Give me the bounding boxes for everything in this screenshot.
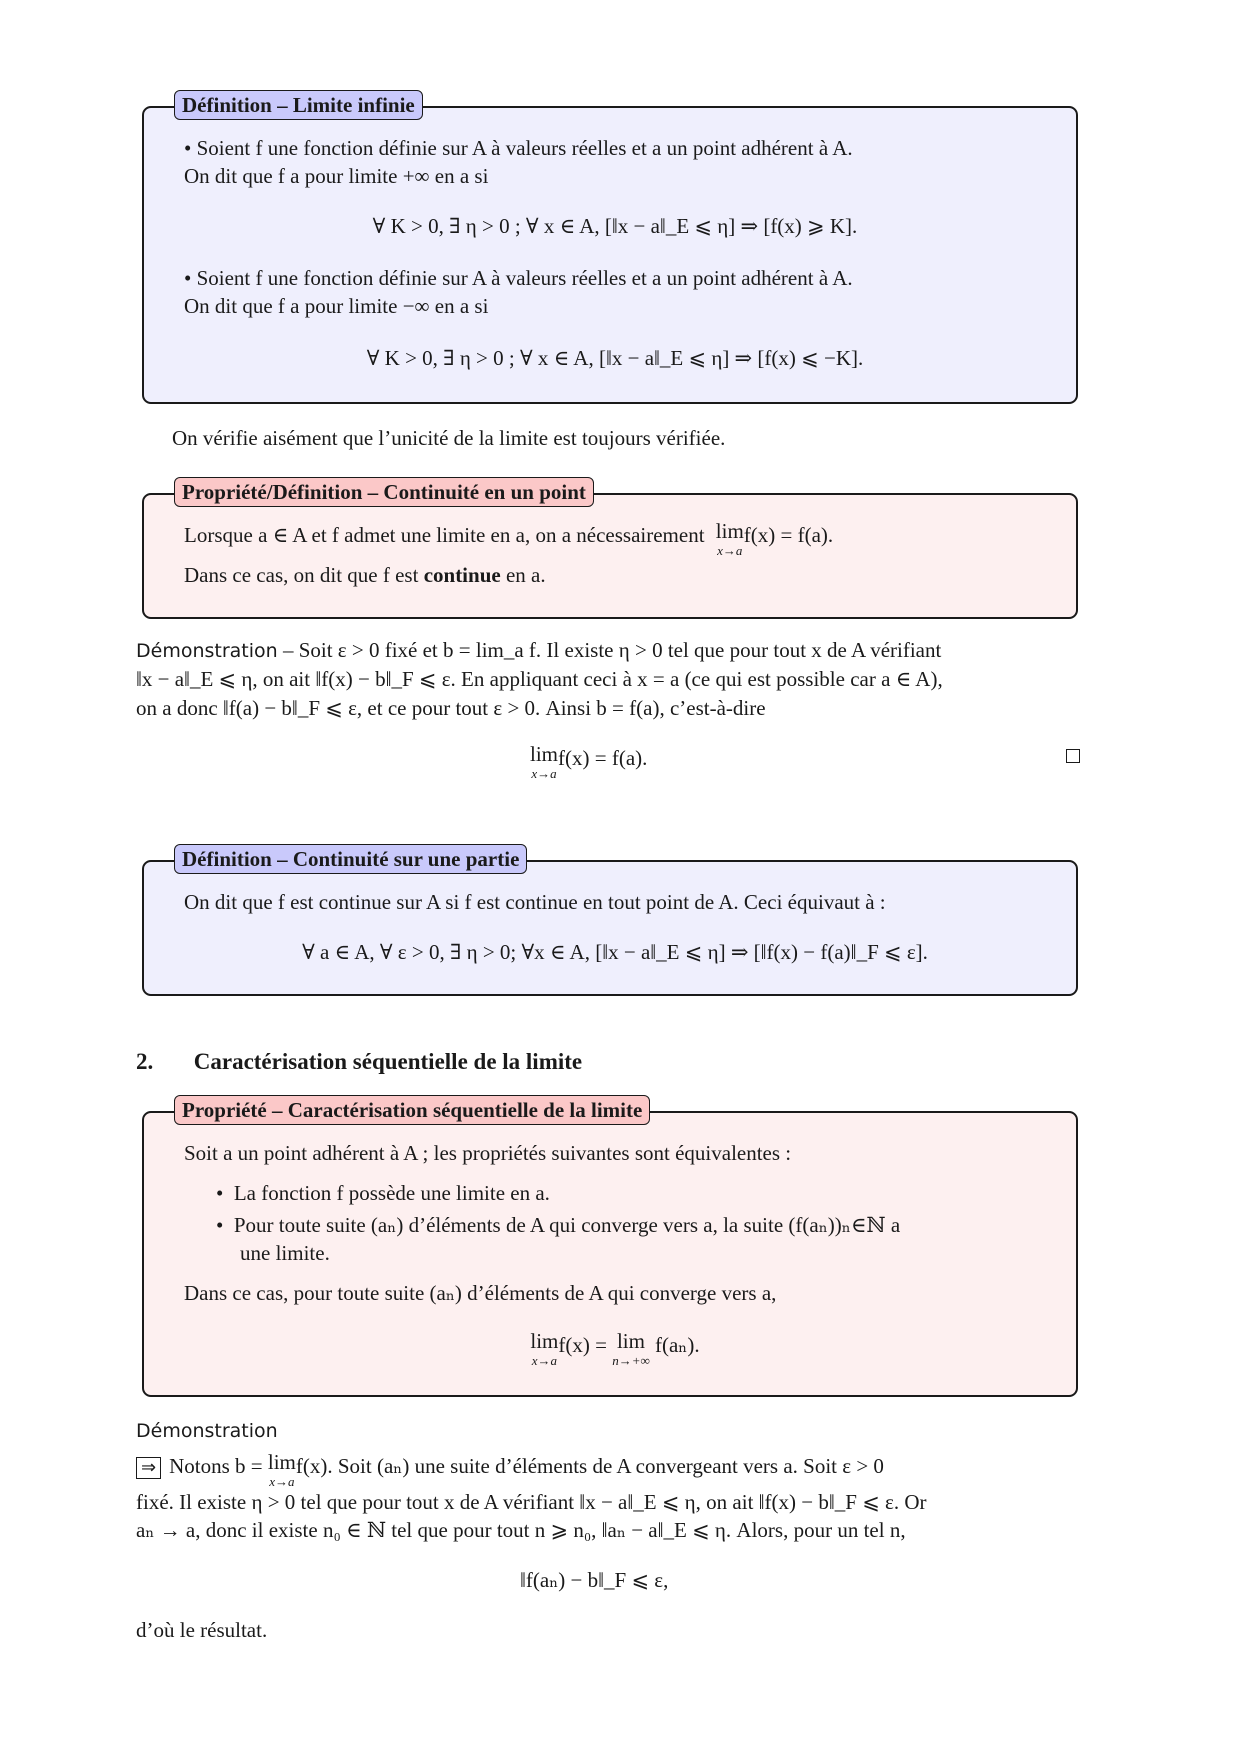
- formula: ‖f(aₙ) − b‖_F ⩽ ε,: [520, 1568, 669, 1592]
- limit-operator: [530, 1331, 558, 1367]
- lim-text: lim: [616, 1329, 645, 1353]
- property-box-sequential: [142, 1098, 1078, 1397]
- list-item: [216, 1211, 900, 1240]
- section-title: Caractérisation séquentielle de la limite: [193, 1049, 583, 1074]
- limit-operator: [530, 744, 558, 780]
- text-segment: f(aₙ).: [655, 1333, 700, 1357]
- item-text: Pour toute suite (aₙ) d’éléments de A qui converge vers a, la suite (f(aₙ))ₙ∈ℕ a: [233, 1213, 901, 1237]
- definition-box-infinite-limit: [142, 93, 1078, 404]
- text-segment: f(x). Soit (aₙ) une suite d’éléments de A convergeant vers a. Soit ε > 0: [295, 1454, 884, 1478]
- box-title: Propriété – Caractérisation séquentielle de la limite: [174, 1095, 650, 1125]
- bold-term: continue: [423, 563, 501, 587]
- text-segment: f(x) = f(a).: [558, 746, 648, 770]
- formula: ∀ K > 0, ∃ η > 0 ; ∀ x ∈ A, [‖x − a‖_E ⩽ η] ⇒ [f(x) ⩾ K].: [372, 214, 858, 238]
- qed-square: [1066, 749, 1080, 763]
- section-number: 2.: [136, 1049, 154, 1074]
- limit-operator: [716, 521, 744, 557]
- text-segment: Dans ce cas, on dit que f est: [184, 563, 419, 587]
- formula: [184, 1331, 1046, 1367]
- text-segment: en a.: [505, 563, 546, 587]
- definition-box-continuity-set: [142, 847, 1078, 996]
- list-item-continuation: une limite.: [240, 1241, 330, 1265]
- text-segment: Lorsque a ∈ A et f admet une limite en a, on a nécessairement: [184, 523, 705, 547]
- lim-subscript: x→a: [269, 1474, 295, 1489]
- box-title: Propriété/Définition – Continuité en un point: [174, 477, 594, 507]
- demo-label: Démonstration: [136, 640, 278, 662]
- box-title: Définition – Limite infinie: [174, 90, 423, 120]
- text-line: Dans ce cas, pour toute suite (aₙ) d’éléments de A qui converge vers a,: [184, 1281, 777, 1305]
- section-heading: [136, 1046, 582, 1078]
- formula: ∀ a ∈ A, ∀ ε > 0, ∃ η > 0; ∀x ∈ A, [‖x − a‖_E ⩽ η] ⇒ [‖f(x) − f(a)‖_F ⩽ ε].: [302, 940, 928, 964]
- text-line: fixé. Il existe η > 0 tel que pour tout x de A vérifiant ‖x − a‖_E ⩽ η, on ait ‖f(x) − b‖_F ⩽ ε. Or: [136, 1490, 927, 1514]
- bullet-icon: •: [216, 1213, 234, 1237]
- text-line: [184, 521, 833, 557]
- bullet-icon: •: [216, 1181, 234, 1205]
- text-line: [184, 561, 546, 590]
- list-item: [216, 1179, 550, 1208]
- limit-operator: [268, 1452, 296, 1488]
- limit-operator: [612, 1331, 650, 1367]
- text-line: On dit que f a pour limite +∞ en a si: [184, 164, 489, 188]
- formula: ∀ K > 0, ∃ η > 0 ; ∀ x ∈ A, [‖x − a‖_E ⩽ η] ⇒ [f(x) ⩽ −K].: [366, 346, 864, 370]
- property-box-continuity-point: [142, 480, 1078, 619]
- lim-text: lim: [715, 519, 744, 543]
- demonstration-1: [136, 636, 1086, 665]
- lim-text: lim: [267, 1450, 296, 1474]
- text-line: • Soient f une fonction définie sur A à valeurs réelles et a un point adhérent à A.: [184, 136, 853, 160]
- text-line: On dit que f a pour limite −∞ en a si: [184, 294, 489, 318]
- uniqueness-note: On vérifie aisément que l’unicité de la limite est toujours vérifiée.: [172, 426, 726, 450]
- implies-arrow-icon: ⇒: [136, 1457, 161, 1479]
- lim-subscript: n→+∞: [612, 1353, 650, 1368]
- text-line: • Soient f une fonction définie sur A à valeurs réelles et a un point adhérent à A.: [184, 266, 853, 290]
- text-line: ‖x − a‖_E ⩽ η, on ait ‖f(x) − b‖_F ⩽ ε. En appliquant ceci à x = a (ce qui est possible car a ∈ A),: [136, 667, 943, 691]
- text-segment: f(x) = f(a).: [743, 523, 834, 547]
- item-text: La fonction f possède une limite en a.: [233, 1181, 550, 1205]
- text-line: d’où le résultat.: [136, 1618, 268, 1642]
- lim-subscript: x→a: [531, 1353, 557, 1368]
- formula: [530, 744, 647, 780]
- text-line: on a donc ‖f(a) − b‖_F ⩽ ε, et ce pour tout ε > 0. Ainsi b = f(a), c’est-à-dire: [136, 696, 766, 720]
- text-line: [136, 1452, 1086, 1488]
- text-segment: Notons b =: [169, 1454, 263, 1478]
- lim-text: lim: [530, 1329, 559, 1353]
- text-segment: f(x) =: [558, 1333, 607, 1357]
- text-line: aₙ → a, donc il existe n₀ ∈ ℕ tel que pour tout n ⩾ n₀, ‖aₙ − a‖_E ⩽ η. Alors, pour un tel n,: [136, 1518, 906, 1542]
- text-segment: – Soit ε > 0 fixé et b = lim_a f. Il existe η > 0 tel que pour tout x de A vérifiant: [282, 638, 942, 662]
- box-title: Définition – Continuité sur une partie: [174, 844, 527, 874]
- text-line: On dit que f est continue sur A si f est continue en tout point de A. Ceci équivaut à :: [184, 890, 886, 914]
- text-line: Soit a un point adhérent à A ; les propriétés suivantes sont équivalentes :: [184, 1141, 792, 1165]
- demo-label: Démonstration: [136, 1420, 278, 1442]
- lim-text: lim: [530, 742, 559, 766]
- lim-subscript: x→a: [717, 543, 743, 558]
- lim-subscript: x→a: [531, 766, 557, 781]
